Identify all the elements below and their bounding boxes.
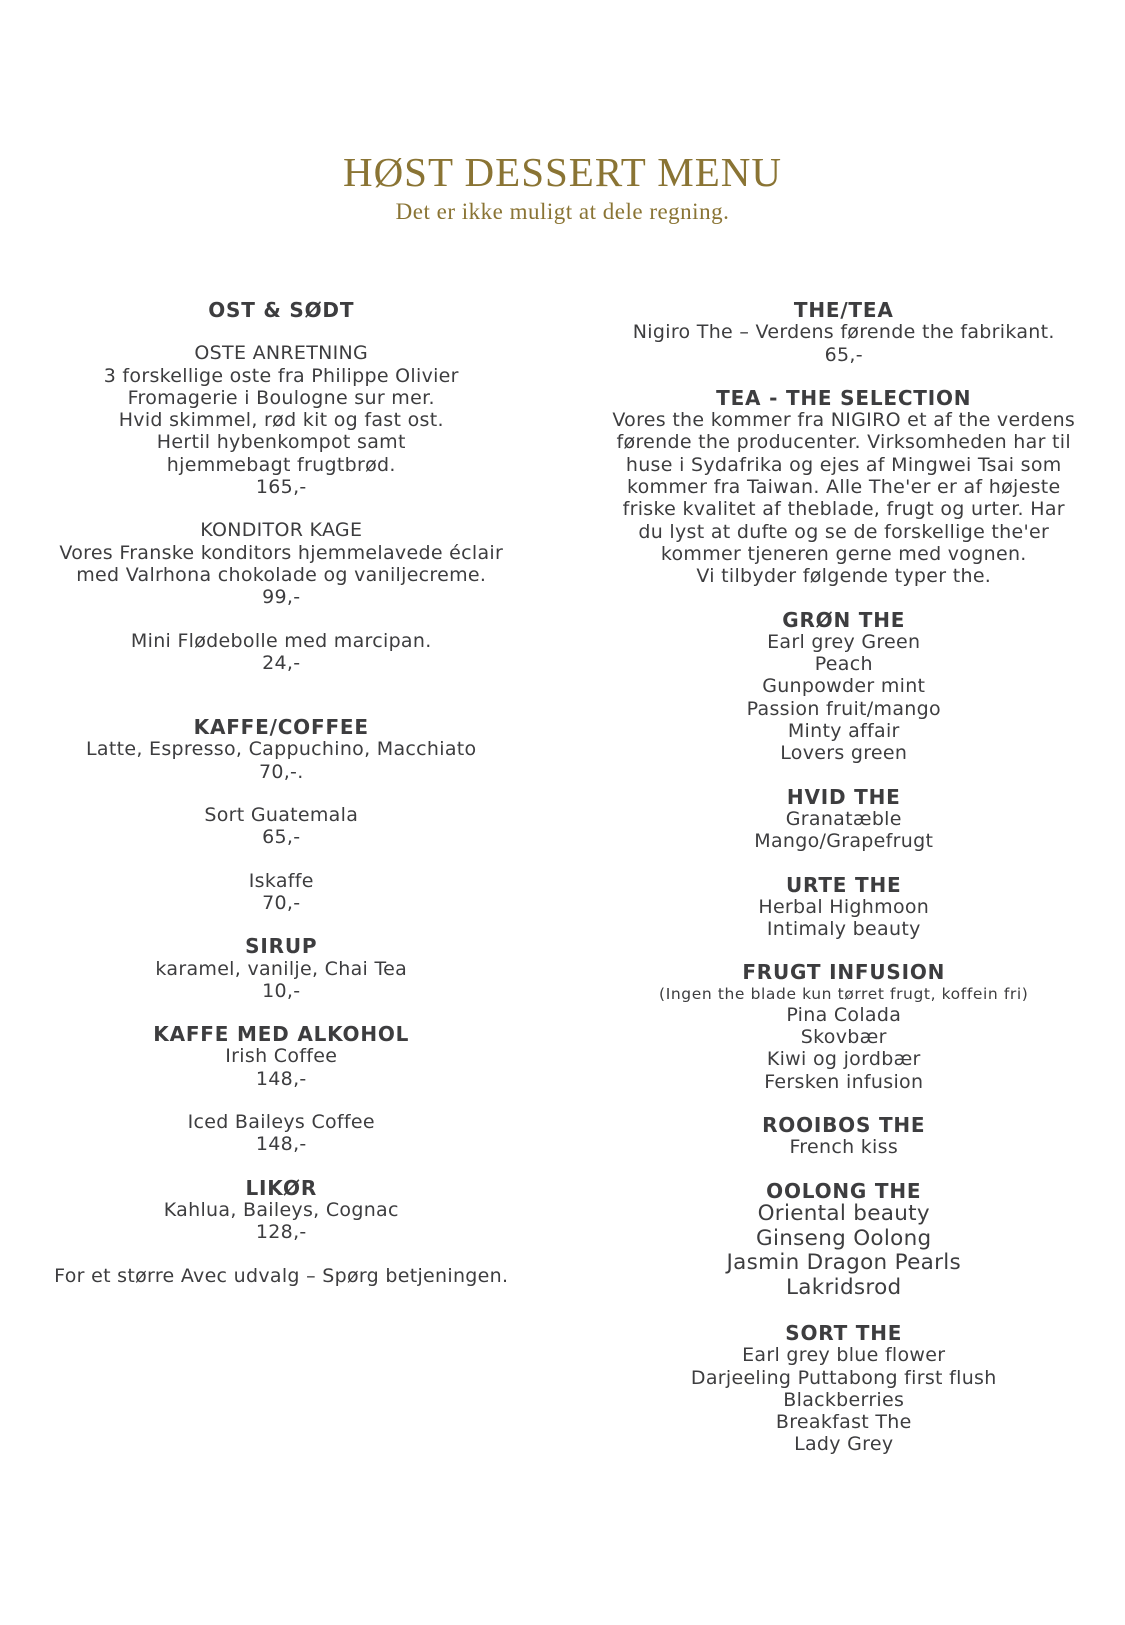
menu-line: Lovers green xyxy=(780,742,908,765)
section-header: LIKØR xyxy=(245,1175,318,1200)
menu-line: Minty affair xyxy=(787,720,900,743)
section-header: OOLONG THE xyxy=(766,1178,922,1203)
section-oolong-the xyxy=(567,1180,1122,1301)
menu-line: Gunpowder mint xyxy=(762,675,926,698)
page-title: HØST DESSERT MENU xyxy=(342,149,783,195)
section-kaffe-med-alkohol xyxy=(30,1023,533,1090)
menu-line: Oriental beauty xyxy=(757,1200,930,1226)
section-oste-anretning xyxy=(30,342,533,498)
section-header: SORT THE xyxy=(785,1320,903,1345)
menu-line: Hertil hybenkompot samt xyxy=(156,431,406,454)
menu-columns xyxy=(0,299,1125,1477)
menu-line: 99,- xyxy=(262,586,301,609)
menu-line: For et større Avec udvalg – Spørg betjeningen. xyxy=(54,1264,509,1287)
section-header: THE/TEA xyxy=(793,298,894,322)
menu-line: Vi tilbyder følgende typer the. xyxy=(696,565,992,588)
menu-line: førende the producenter. Virksomheden har til xyxy=(616,431,1071,454)
section-urte-the xyxy=(567,874,1122,941)
menu-line: Skovbær xyxy=(800,1026,887,1049)
section-header: GRØN THE xyxy=(782,607,906,632)
section-header: OST & SØDT xyxy=(208,298,355,322)
menu-line: Mango/Grapefrugt xyxy=(754,830,934,853)
menu-line: Fromagerie i Boulogne sur mer. xyxy=(127,386,435,409)
menu-line: 3 forskellige oste fra Philippe Olivier xyxy=(103,364,459,387)
menu-line: Hvid skimmel, rød kit og fast ost. xyxy=(118,409,444,432)
menu-line: Earl grey Green xyxy=(767,630,921,653)
menu-line: (Ingen the blade kun tørret frugt, koffein fri) xyxy=(659,984,1029,1003)
menu-line: 128,- xyxy=(255,1221,307,1244)
menu-line: Jasmin Dragon Pearls xyxy=(726,1250,962,1276)
menu-line: Irish Coffee xyxy=(225,1045,338,1068)
section-mini-flodebolle xyxy=(30,630,533,675)
menu-line: huse i Sydafrika og ejes af Mingwei Tsai som xyxy=(625,453,1062,476)
menu-line: Darjeeling Puttabong first flush xyxy=(690,1366,997,1389)
section-rooibos-the xyxy=(567,1114,1122,1159)
menu-line: Nigiro The – Verdens førende the fabrikant. xyxy=(632,321,1055,344)
menu-line: 148,- xyxy=(255,1133,307,1156)
section-hvid-the xyxy=(567,786,1122,853)
section-iskaffe xyxy=(30,870,533,915)
menu-line: Kiwi og jordbær xyxy=(766,1048,921,1071)
section-kaffe-coffee xyxy=(30,716,533,783)
menu-line: Iced Baileys Coffee xyxy=(187,1111,375,1134)
menu-line: 148,- xyxy=(255,1067,307,1090)
menu-line: med Valrhona chokolade og vaniljecreme. xyxy=(76,563,487,586)
menu-line: kommer fra Taiwan. Alle The'er er af højeste xyxy=(626,476,1061,499)
menu-line: Vores the kommer fra NIGIRO et af the verdens xyxy=(612,409,1076,432)
section-ost-sodt-header xyxy=(30,299,533,321)
menu-line: KONDITOR KAGE xyxy=(200,519,363,542)
menu-line: OSTE ANRETNING xyxy=(194,342,369,365)
menu-line: 65,- xyxy=(262,826,301,849)
menu-line: Iskaffe xyxy=(248,869,314,892)
section-header: SIRUP xyxy=(245,934,318,959)
menu-line: Latte, Espresso, Cappuchino, Macchiato xyxy=(86,738,477,761)
menu-line: 24,- xyxy=(262,651,301,674)
section-sort-the xyxy=(567,1322,1122,1456)
menu-line: hjemmebagt frugtbrød. xyxy=(166,453,396,476)
section-sirup xyxy=(30,935,533,1002)
menu-line: Mini Flødebolle med marcipan. xyxy=(130,629,432,652)
menu-line: Vores Franske konditors hjemmelavede éclair xyxy=(59,541,504,564)
menu-line: Intimaly beauty xyxy=(766,918,921,941)
menu-line: karamel, vanilje, Chai Tea xyxy=(155,957,408,980)
menu-line: Blackberries xyxy=(783,1388,905,1411)
menu-line: 70,-. xyxy=(258,760,304,783)
section-likor xyxy=(30,1177,533,1244)
menu-header xyxy=(0,0,1125,225)
menu-line: French kiss xyxy=(789,1136,899,1159)
section-gron-the xyxy=(567,609,1122,765)
menu-line: du lyst at dufte og se de forskellige the'er xyxy=(638,520,1050,543)
section-konditor-kage xyxy=(30,519,533,608)
section-sort-guatemala xyxy=(30,804,533,849)
menu-line: 65,- xyxy=(824,343,863,366)
section-header: URTE THE xyxy=(786,872,902,897)
section-header: KAFFE MED ALKOHOL xyxy=(153,1022,410,1047)
section-header: FRUGT INFUSION xyxy=(742,960,946,985)
menu-line: friske kvalitet af theblade, frugt og urter. Har xyxy=(622,498,1065,521)
section-header: TEA - THE SELECTION xyxy=(716,385,972,410)
menu-line: kommer tjeneren gerne med vognen. xyxy=(660,542,1027,565)
left-column xyxy=(0,299,563,1308)
menu-line: 70,- xyxy=(262,891,301,914)
section-header: HVID THE xyxy=(786,784,901,809)
menu-line: Granatæble xyxy=(785,807,902,830)
section-header: KAFFE/COFFEE xyxy=(193,715,369,740)
section-avec-note xyxy=(30,1265,533,1287)
menu-line: Earl grey blue flower xyxy=(742,1344,946,1367)
menu-line: 10,- xyxy=(262,979,301,1002)
menu-line: Lady Grey xyxy=(794,1433,894,1456)
menu-line: Passion fruit/mango xyxy=(746,697,941,720)
page-subtitle: Det er ikke muligt at dele regning. xyxy=(395,199,730,224)
menu-line: Ginseng Oolong xyxy=(756,1225,932,1251)
section-the-tea xyxy=(567,299,1122,366)
menu-line: Pina Colada xyxy=(786,1003,902,1026)
section-iced-baileys xyxy=(30,1111,533,1156)
menu-line: Breakfast The xyxy=(775,1411,912,1434)
menu-line: Lakridsrod xyxy=(786,1275,902,1301)
menu-line: Peach xyxy=(814,653,873,676)
section-header: ROOIBOS THE xyxy=(762,1112,926,1137)
right-column xyxy=(563,299,1125,1477)
menu-line: 165,- xyxy=(255,476,307,499)
menu-line: Fersken infusion xyxy=(764,1070,924,1093)
section-frugt-infusion xyxy=(567,961,1122,1092)
menu-line: Sort Guatemala xyxy=(204,804,359,827)
menu-line: Herbal Highmoon xyxy=(758,895,930,918)
section-tea-selection xyxy=(567,387,1122,588)
menu-line: Kahlua, Baileys, Cognac xyxy=(163,1198,399,1221)
